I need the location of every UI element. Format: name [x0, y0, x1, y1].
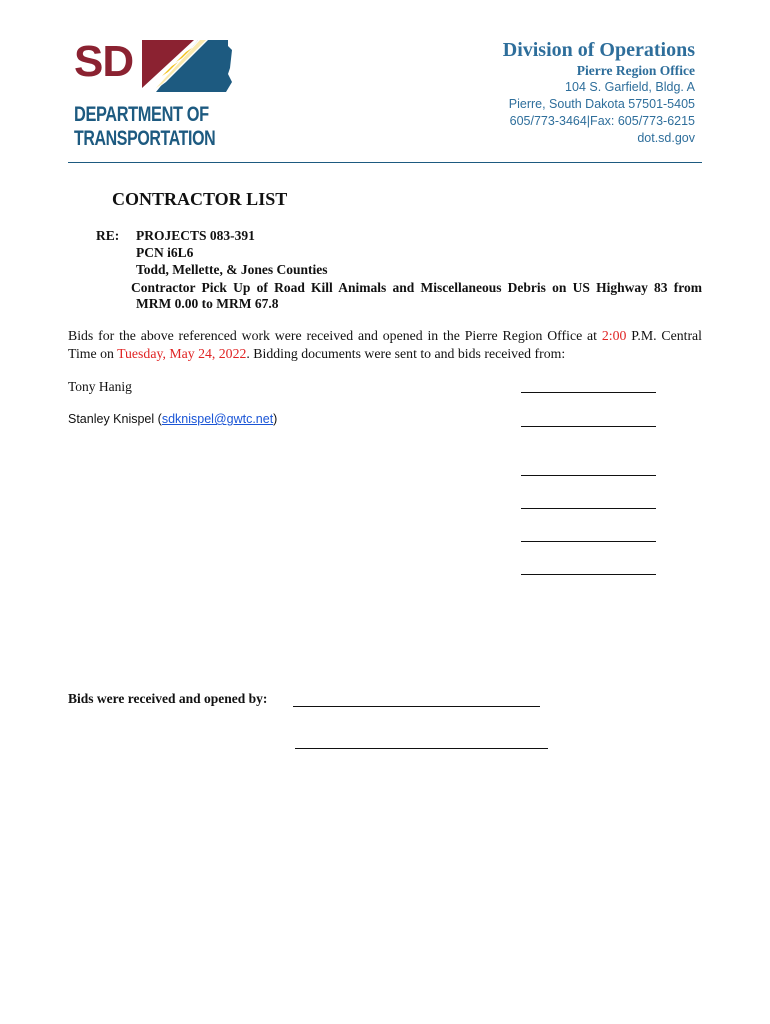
signature-line-2 [295, 748, 548, 749]
south-dakota-map-icon [142, 38, 232, 92]
project-description: Contractor Pick Up of Road Kill Animals and Miscellaneous Debris on US Highway 83 from [131, 280, 702, 295]
blank-line-6 [521, 574, 656, 575]
counties-line: Todd, Mellette, & Jones Counties [136, 262, 328, 277]
contractor-2-name: Stanley Knispel ( [68, 412, 162, 426]
project-description-mrm: MRM 0.00 to MRM 67.8 [136, 296, 279, 311]
logo-transportation: TRANSPORTATION [74, 127, 216, 150]
header-divider [68, 162, 702, 163]
contractor-2-email-link[interactable]: sdknispel@gwtc.net [161, 412, 274, 426]
blank-line-2 [521, 426, 656, 427]
address-line-2: Pierre, South Dakota 57501-5405 [508, 97, 695, 111]
signature-line-1 [293, 706, 540, 707]
logo-abbr: SD [74, 37, 134, 86]
logo-department: DEPARTMENT OF [74, 103, 209, 126]
contractor-2-suffix: ) [273, 412, 278, 426]
para-part-4: . Bidding documents were sent to and bids received from: [246, 346, 566, 361]
para-part-1: Bids for the above referenced work were received and opened in the Pierre Region Office at [68, 328, 598, 343]
contractor-1: Tony Hanig [68, 379, 132, 394]
opened-by-label: Bids were received and opened by: [68, 691, 268, 706]
address-line-1: 104 S. Garfield, Bldg. A [565, 80, 695, 94]
pcn-line: PCN i6L6 [136, 245, 194, 260]
blank-line-5 [521, 541, 656, 542]
website-link[interactable]: dot.sd.gov [637, 131, 695, 145]
re-label: RE: [96, 228, 120, 243]
contractor-2 [68, 412, 277, 426]
sd-dot-logo [70, 36, 232, 152]
bid-time: 2:00 [601, 328, 627, 343]
bid-paragraph [68, 327, 702, 363]
bid-date: Tuesday, May 24, 2022 [117, 346, 247, 361]
para-part-3: Time on [68, 346, 114, 361]
blank-line-4 [521, 508, 656, 509]
phone-fax: 605/773-3464|Fax: 605/773-6215 [509, 114, 695, 128]
blank-line-3 [521, 475, 656, 476]
region-office: Pierre Region Office [576, 63, 695, 78]
projects-line: PROJECTS 083-391 [136, 228, 255, 243]
para-part-2: P.M. Central [631, 328, 702, 343]
blank-line-1 [521, 392, 656, 393]
division-title: Division of Operations [502, 39, 695, 61]
document-title: CONTRACTOR LIST [112, 189, 288, 209]
